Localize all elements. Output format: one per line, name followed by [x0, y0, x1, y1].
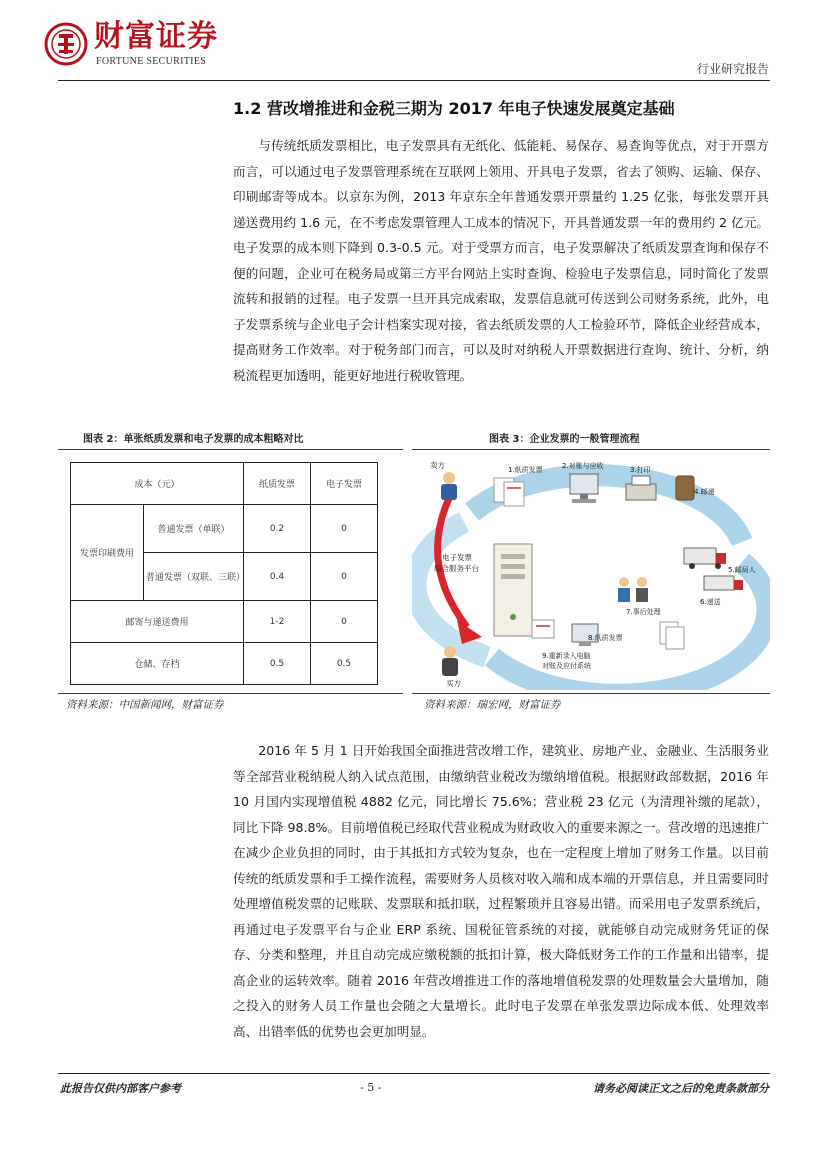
- brand-name: 财富证券: [94, 19, 218, 54]
- paragraph-text: 与传统纸质发票相比，电子发票具有无纸化、低能耗、易保存、易查询等优点，对于开票方而言，可以通过电子发票管理系统在互联网上领用、开具电子发票，省去了领购、运输、保存、印刷邮寄等成本。以京东为例，2013 年京东全年普通发票开票量约 1.25 亿张，每张发票开具递送费用约 1.6 元，在不考虑发票管理人工成本的情况下，开具普通发票一年的费用约 2 亿元。电子发票的成本则下降到 0.3-0.5 元。对于受票方而言，电子发票解决了纸质发票查询和保存不便的问题，企业可在税务局或第三方平台网站上实时查询、检验电子发票信息，同时简化了发票流转和报销的过程。电子发票一旦开具完成索取，发票信息就可传送到公司财务系统，此外，电子发票系统与企业电子会计档案实现对接，省去纸质发票的人工检验环节，降低企业经营成本，提高财务工作效率。对于税务部门而言，可以及时对纳税人开票数据进行查询、统计、分析，纳税流程更加透明，能更好地进行税收管理。: [233, 138, 769, 383]
- buyer-person-icon: [442, 646, 458, 676]
- figure-2-caption: 图表 2：单张纸质发票和电子发票的成本粗略对比: [83, 434, 304, 445]
- platform-label-line2: 综合服务平台: [434, 564, 479, 573]
- server-icon: [494, 544, 532, 636]
- figure-3-source: 资料来源：瑞宏网，财富证券: [424, 699, 561, 711]
- figure-3-top-rule: [412, 449, 770, 450]
- header-cell-paper: 纸质发票: [244, 463, 311, 505]
- step-label: 9.重新录入电脑: [542, 652, 591, 660]
- report-type-label: 行业研究报告: [696, 62, 769, 76]
- seller-label: 卖方: [430, 461, 445, 470]
- section-title: 1.2 营改增推进和金税三期为 2017 年电子快速发展奠定基础: [233, 99, 675, 118]
- step-label: 7.事后处理: [626, 608, 661, 616]
- electronic-cost-cell: 0: [311, 505, 378, 553]
- header-divider: [58, 80, 770, 81]
- row-label-cell: 邮寄与递送费用: [71, 601, 244, 643]
- step-label: 8.纸质发票: [588, 634, 623, 642]
- fortune-seal-logo-icon: [44, 22, 88, 66]
- paper-cost-cell: 0.4: [244, 553, 311, 601]
- computer-icon: [570, 474, 598, 503]
- header-cell-electronic: 电子发票: [311, 463, 378, 505]
- step-label: 对账及应付系统: [542, 662, 591, 670]
- table-row: [71, 601, 378, 643]
- page-number: - 5 -: [360, 1081, 382, 1094]
- invoice-document-icon: [494, 478, 524, 506]
- meeting-people-icon: [618, 577, 648, 602]
- paper-cost-cell: 0.2: [244, 505, 311, 553]
- group-label-cell: 发票印刷费用: [71, 505, 144, 601]
- invoice-flow-diagram: [412, 452, 770, 690]
- table-header-row: [71, 463, 378, 505]
- paragraph-text: 2016 年 5 月 1 日开始我国全面推进营改增工作，建筑业、房地产业、金融业、生活服务业等全部营业税纳税人纳入试点范围，由缴纳营业税改为缴纳增值税。根据财政部数据，2016 年 10 月国内实现增值税 4882 亿元，同比增长 75.6%；营业税 23 亿元（为清理补缴的尾款），同比下降 98.8%。目前增值税已经取代营业税成为财政收入的重要来源之一。营改增的迅速推广在减少企业负担的同时，由于其抵扣方式较为复杂，也在一定程度上增加了财务工作量。以目前传统的纸质发票和手工操作流程，需要财务人员核对收入端和成本端的开票信息，并且需要同时处理增值税发票的记账联、发票联和抵扣联，过程繁琐并且容易出错。而采用电子发票系统后，再通过电子发票平台与企业 ERP 系统、国税征管系统的对接，就能够自动完成财务凭证的保存、分类和整理，并且自动完成应缴税额的抵扣计算，极大降低财务工作的工作量和出错率，提高企业的运转效率。随着 2016 年营改增推进工作的落地增值税发票的处理数量会大量增加，随之投入的财务人员工作量也会随之大量增长。此时电子发票在单张发票边际成本低、处理效率高、出错率低的优势也会更加明显。: [233, 743, 769, 1039]
- figure-3-bottom-rule: [412, 693, 770, 694]
- electronic-cost-cell: 0.5: [311, 643, 378, 685]
- table-row: [71, 643, 378, 685]
- step-label: 4.邮递: [694, 488, 715, 496]
- footer-disclaimer-right: 请务必阅读正文之后的免责条款部分: [593, 1082, 769, 1095]
- page-header: [0, 0, 827, 90]
- mailbox-icon: [676, 476, 694, 500]
- paper-invoice-icon: [532, 620, 554, 638]
- platform-label-line1: 电子发票: [442, 553, 472, 562]
- row-label-cell: 普通发票（单联）: [144, 505, 244, 553]
- electronic-cost-cell: 0: [311, 601, 378, 643]
- paper-cost-cell: 0.5: [244, 643, 311, 685]
- figure-2-top-rule: [58, 449, 403, 450]
- step-label: 5.邮局人: [728, 566, 756, 574]
- seller-person-icon: [441, 472, 457, 500]
- row-label-cell: 仓储、存档: [71, 643, 244, 685]
- figure-3-caption: 图表 3：企业发票的一般管理流程: [489, 434, 640, 445]
- step-label: 2.对账与应收: [562, 462, 604, 470]
- footer-disclaimer-left: 此报告仅供内部客户参考: [60, 1082, 181, 1095]
- step-label: 6.递送: [700, 598, 721, 606]
- paper-cost-cell: 1-2: [244, 601, 311, 643]
- footer-divider: [58, 1073, 770, 1074]
- brand-name-en: FORTUNE SECURITIES: [96, 56, 207, 67]
- header-cell-item: 成本（元）: [71, 463, 244, 505]
- figure-2-source: 资料来源：中国新闻网，财富证券: [66, 699, 224, 711]
- figure-2-bottom-rule: [58, 693, 403, 694]
- body-paragraph-1: [233, 133, 769, 388]
- electronic-cost-cell: 0: [311, 553, 378, 601]
- row-label-cell: 普通发票（双联、三联）: [144, 553, 244, 601]
- cost-comparison-table: [70, 462, 378, 685]
- buyer-label: 买方: [446, 679, 461, 688]
- body-paragraph-2: [233, 738, 769, 1044]
- table-row: [71, 505, 378, 553]
- document-stack-icon: [660, 622, 684, 649]
- step-label: 1.纸质发票: [508, 466, 543, 474]
- step-label: 3.打印: [630, 466, 651, 474]
